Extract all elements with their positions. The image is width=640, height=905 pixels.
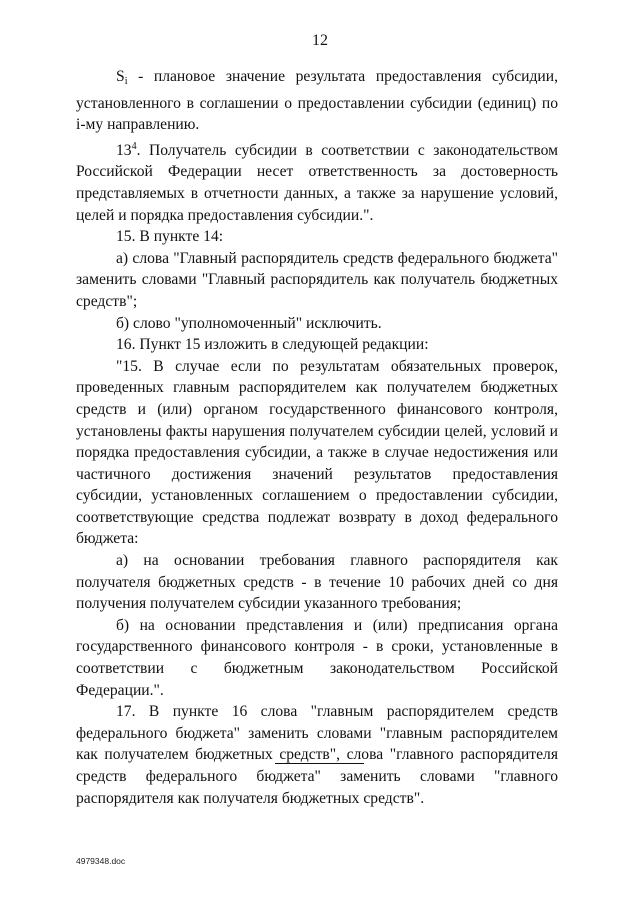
item-15: 15. В пункте 14: [116,228,224,246]
item-13-4-superscript: 4 [131,140,137,152]
item-13-4-number: 13 [116,141,132,159]
formula-symbol: S [116,68,125,85]
formula-subscript: i [124,76,128,87]
item-13-4 [76,136,558,226]
item-16-text: "15. В случае если по результатам обязательных проверок, проведенных главным распорядителем как получателем бюджетных средств и (или) органом государственного финансового контроля, установлены факты нарушения получателем субсидии целей, условий и порядка предоставления субсидии, а также в случае недостижения или частичного достижения значений результатов предоставления субсидии, установленных соглашением о предоставлении субсидии, соответствующие средства подлежат возврату в доход федерального бюджета: [76,357,558,548]
item-16: 16. Пункт 15 изложить в следующей редакции: [116,336,429,354]
item-16-a: а) на основании требования главного распорядителя как получателя бюджетных средств - в течение 10 рабочих дней со дня получения получателем субсидии указанного требования; [76,552,558,613]
item-16-b: б) на основании представления и (или) предписания органа государственного финансового контроля - в сроки, установленные в соответствии с бюджетным законодательством Российской Федерации.". [76,616,558,699]
item-13-4-text: . Получатель субсидии в соответствии с законодательством Российской Федерации несет ответственность за достоверность представляемых в отчетности данных, а также за нарушение условий, целей и порядка предоставления субсидии.". [76,141,558,224]
item-17: 17. В пункте 16 слова "главным распорядителем средств федерального бюджета" заменить словами "главным распорядителем как получателем бюджетных средств", слова "главного распорядителя средств федерального бюджета" заменить словами "главного распорядителя как получателя бюджетных средств". [76,703,558,807]
page-number: 12 [312,32,328,49]
formula-definition-text: - плановое значение результата предоставления субсидии, установленного в соглашении о предоставлении субсидии (единиц) по i-му направлению. [76,68,558,134]
document-body [76,66,558,809]
end-divider [275,763,364,764]
footer-file-code: 4979348.doc [76,856,126,866]
formula-definition [76,66,558,136]
item-15-b: б) слово "уполномоченный" исключить. [116,314,382,332]
item-15-a: а) слова "Главный распорядитель средств федерального бюджета" заменить словами "Главный распорядитель как получатель бюджетных средств"; [76,249,558,310]
